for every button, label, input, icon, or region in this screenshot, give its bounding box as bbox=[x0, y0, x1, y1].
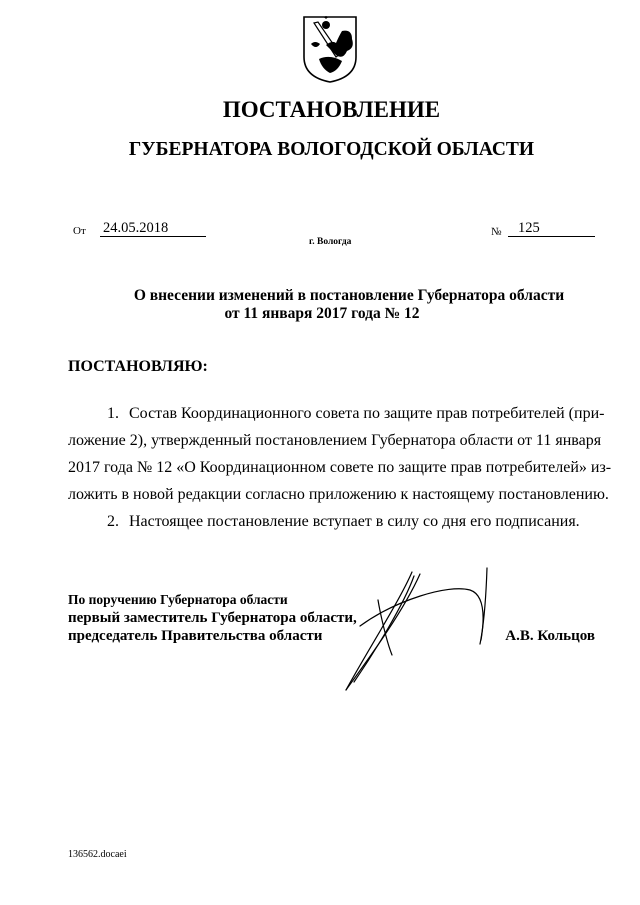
decree-heading-line: О внесении изменений в постановление Губернатора области bbox=[133, 287, 565, 304]
signatory-line: председатель Правительства области bbox=[68, 628, 323, 644]
number-prefix: № bbox=[491, 226, 502, 238]
signatory-line: первый заместитель Губернатора области, bbox=[68, 610, 357, 626]
file-code: 136562.docaei bbox=[68, 849, 127, 860]
decree-word: ПОСТАНОВЛЯЮ: bbox=[68, 358, 208, 375]
paragraph-1-line: ложить в новой редакции согласно приложению к настоящему постановлению. bbox=[68, 486, 609, 503]
paragraph-text: Состав Координационного совета по защите прав потребителей (при- bbox=[129, 405, 605, 422]
handwritten-signature-icon bbox=[330, 558, 510, 698]
date-prefix: От bbox=[73, 225, 86, 237]
document-subtitle: ГУБЕРНАТОРА ВОЛОГОДСКОЙ ОБЛАСТИ bbox=[128, 139, 535, 160]
city-label: г. Вологда bbox=[309, 237, 352, 247]
decree-heading-line: от 11 января 2017 года № 12 bbox=[224, 305, 420, 322]
paragraph-text: Настоящее постановление вступает в силу со дня его подписания. bbox=[129, 513, 580, 530]
coat-of-arms-icon bbox=[301, 14, 359, 84]
paragraph-1-line bbox=[107, 400, 605, 427]
paragraph-1-line: 2017 года № 12 «О Координационном совете по защите прав потребителей» из- bbox=[68, 459, 612, 476]
signatory-name: А.В. Кольцов bbox=[505, 628, 595, 644]
paragraph-number: 2. bbox=[107, 513, 119, 530]
paragraph-1-line: ложение 2), утвержденный постановлением Губернатора области от 11 января bbox=[68, 432, 602, 449]
decree-body bbox=[68, 400, 612, 536]
document-title: ПОСТАНОВЛЕНИЕ bbox=[222, 97, 441, 122]
signatory-line: По поручению Губернатора области bbox=[68, 592, 288, 607]
document-number: 125 bbox=[508, 220, 595, 237]
paragraph-number: 1. bbox=[107, 405, 119, 422]
paragraph-2-line bbox=[107, 508, 595, 535]
document-date: 24.05.2018 bbox=[100, 220, 206, 237]
